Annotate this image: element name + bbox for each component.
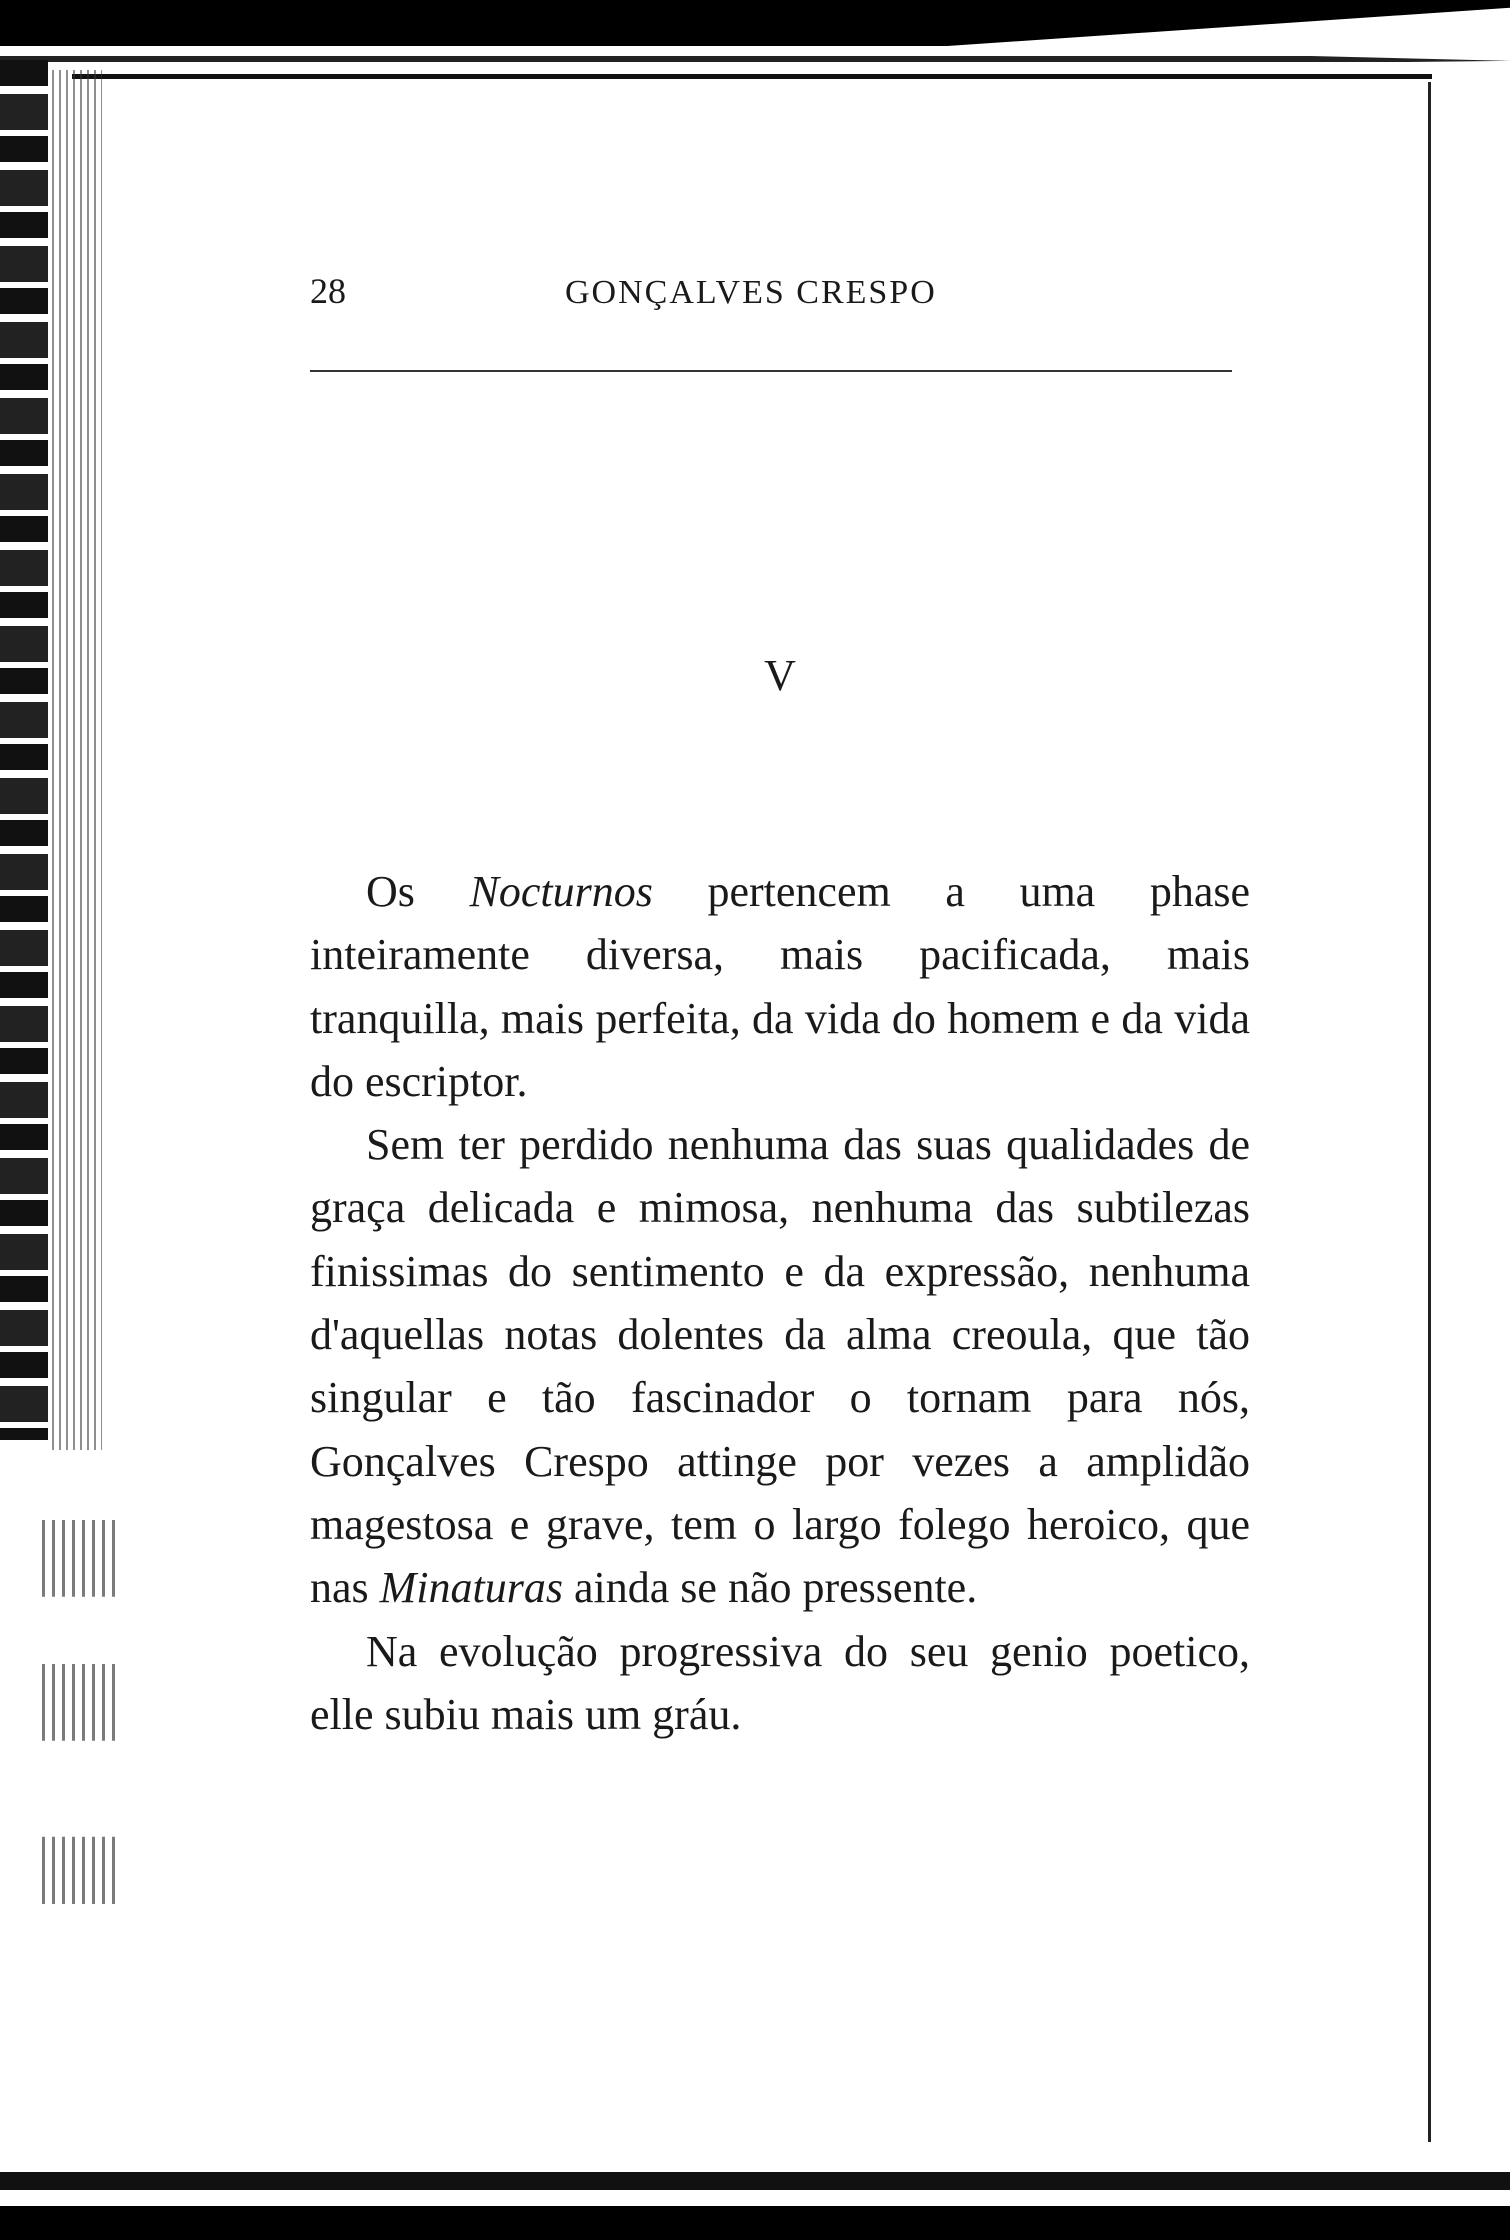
chapter-number: V	[764, 651, 796, 700]
body-text	[310, 860, 1250, 1746]
running-title: GONÇALVES CRESPO	[565, 274, 937, 311]
scan-page-edges	[52, 70, 102, 1450]
italic-title-nocturnos: Nocturnos	[469, 867, 653, 916]
scan-bottom-shadow	[0, 2150, 1510, 2240]
scan-top-shadow	[0, 0, 1510, 78]
paragraph-2: Sem ter perdido nenhuma das suas qualidades de graça delicada e mimosa, nenhuma das subtilezas finissimas do sentimento e da expressão, nenhuma d'aquellas notas dolentes da alma creoula, que tão singular e tão fascinador o tornam para nós, Gonçalves Crespo attinge por vezes a amplidão magestosa e grave, tem o largo folego heroico, que nas Minaturas ainda se não pressente.	[310, 1120, 1250, 1613]
running-head	[310, 270, 1230, 320]
scan-edge-marks	[42, 1520, 122, 2000]
header-rule	[310, 370, 1232, 372]
italic-title-minaturas: Minaturas	[379, 1563, 564, 1613]
paragraph-1: Os Nocturnos pertencem a uma phase inteiramente diversa, mais pacificada, mais tranquilla, mais perfeita, da vida do homem e da vida do escriptor.	[310, 867, 1250, 1106]
scan-top-rule	[72, 74, 1432, 79]
scan-right-edge	[1428, 82, 1431, 2142]
page-number: 28	[310, 271, 346, 311]
scan-binding-edge	[0, 60, 48, 1440]
paragraph-3: Na evolução progressiva do seu genio poetico, elle subiu mais um gráu.	[310, 1626, 1250, 1739]
